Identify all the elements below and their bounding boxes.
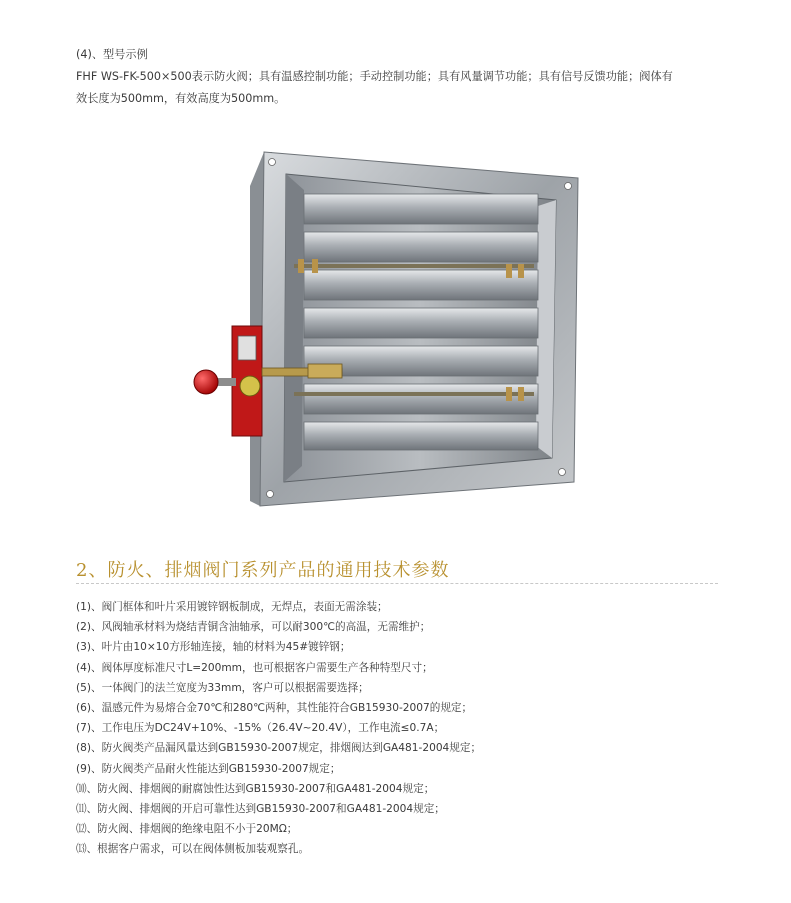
param-item: (2)、风阀轴承材料为烧结青铜含油轴承，可以耐300℃的高温，无需维护； — [76, 621, 431, 634]
actuator-handle-ball — [194, 370, 218, 394]
param-item: (8)、防火阀类产品漏风量达到GB15930-2007规定，排烟阀达到GA481-2004规定； — [76, 742, 482, 755]
param-item: (3)、叶片由10×10方形轴连接，轴的材料为45#镀锌钢； — [76, 641, 351, 654]
param-item: ⑿、防火阀、排烟阀的绝缘电阻不小于20MΩ； — [76, 823, 298, 836]
param-item: ⒀、根据客户需求，可以在阀体侧板加装观察孔。 — [76, 843, 310, 856]
param-item: ⑾、防火阀、排烟阀的开启可靠性达到GB15930-2007和GA481-2004规定； — [76, 803, 445, 816]
model-example-line-1: FHF WS-FK-500×500表示防火阀；具有温感控制功能；手动控制功能；具有风量调节功能；具有信号反馈功能；阀体有 — [76, 70, 673, 83]
fire-damper-image — [188, 146, 588, 516]
technical-parameters-list — [76, 597, 726, 860]
fire-damper-illustration — [188, 146, 588, 516]
param-item: (5)、一体阀门的法兰宽度为33mm，客户可以根据需要选择； — [76, 681, 369, 694]
linkage-bar-upper — [294, 264, 534, 268]
linkage-bar-lower — [294, 392, 534, 396]
model-example-line-2: 效长度为500mm，有效高度为500mm。 — [76, 92, 286, 105]
model-example-section — [76, 44, 726, 110]
param-item: (1)、阀门框体和叶片采用镀锌钢板制成，无焊点，表面无需涂装； — [76, 601, 388, 613]
model-example-heading: (4)、型号示例 — [76, 48, 148, 61]
param-item: (4)、阀体厚度标准尺寸L=200mm，也可根据客户需要生产各种特型尺寸； — [76, 661, 433, 674]
section-divider — [76, 583, 718, 584]
param-item: (6)、温感元件为易熔合金70℃和280℃两种，其性能符合GB15930-2007的规定； — [76, 702, 473, 715]
param-item: ⑽、防火阀、排烟阀的耐腐蚀性达到GB15930-2007和GA481-2004规定； — [76, 782, 435, 795]
damper-blades — [304, 194, 538, 450]
section-title: 2、防火、排烟阀门系列产品的通用技术参数 — [76, 560, 450, 581]
param-item: (7)、工作电压为DC24V+10%、-15%（26.4V~20.4V），工作电流≤0.7A； — [76, 722, 445, 735]
param-item: (9)、防火阀类产品耐火性能达到GB15930-2007规定； — [76, 762, 341, 775]
